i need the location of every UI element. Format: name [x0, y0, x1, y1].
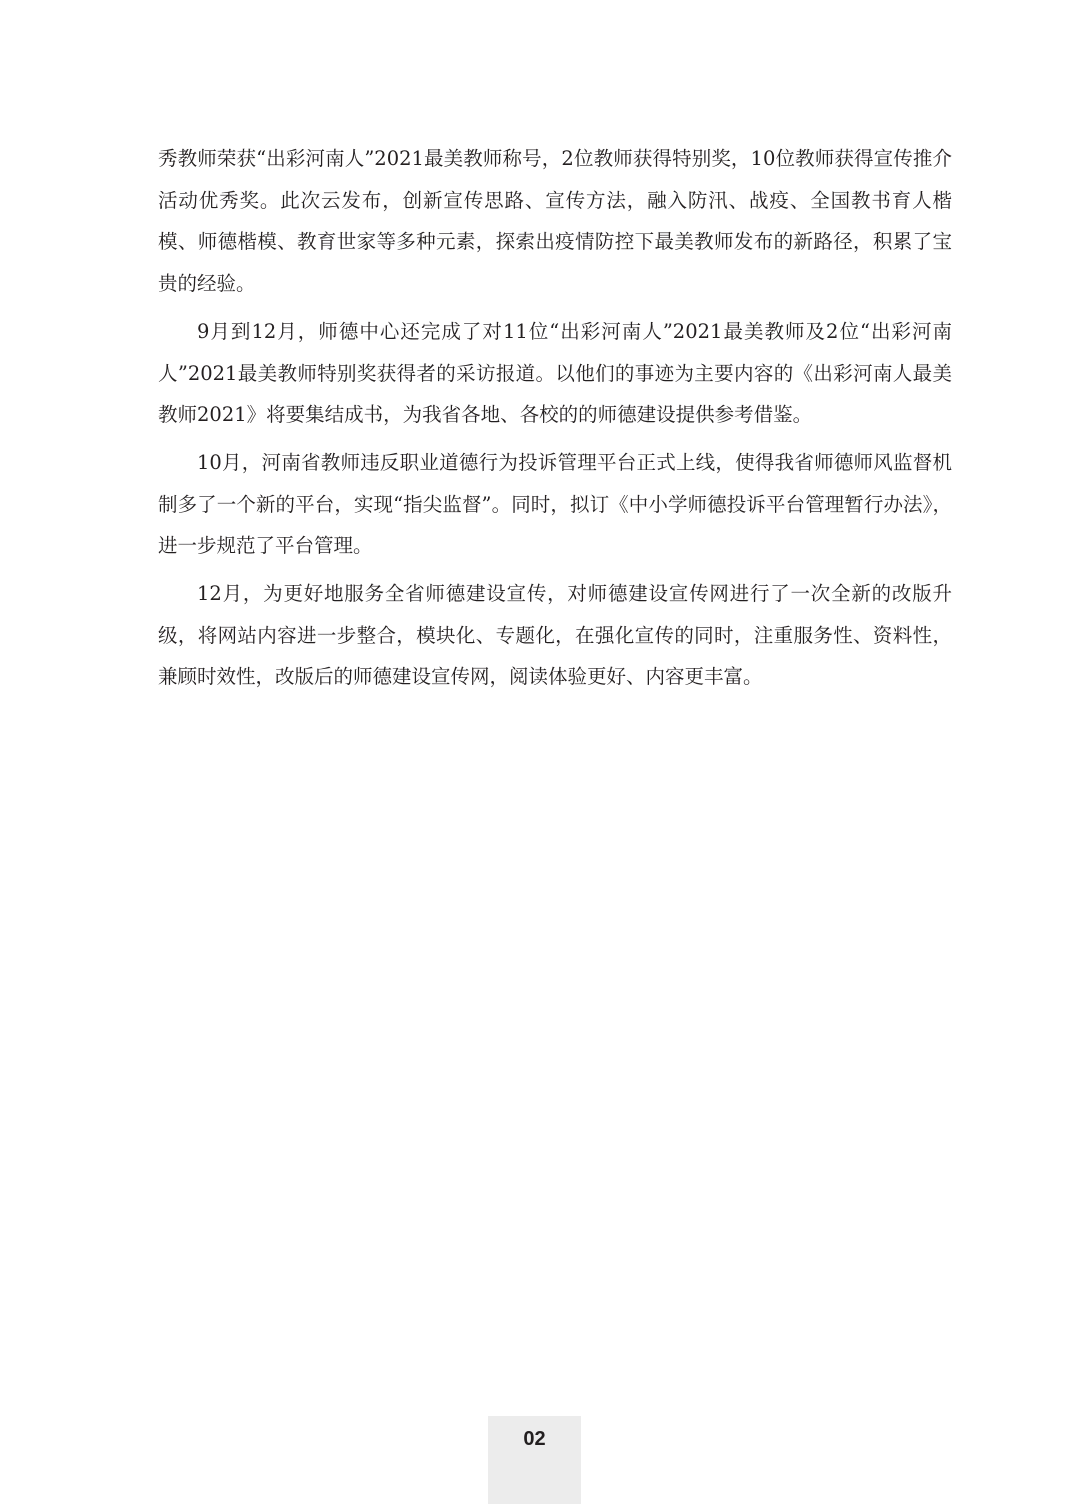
page-number: 02 [523, 1428, 546, 1450]
paragraph-dec-website-upgrade: 12月，为更好地服务全省师德建设宣传，对师德建设宣传网进行了一次全新的改版升级，将网站内容进一步整合，模块化、专题化，在强化宣传的同时，注重服务性、资料性，兼顾时效性，改版后的师德建设宣传网，阅读体验更好、内容更丰富。 [158, 582, 952, 689]
paragraph-sep-dec-interviews: 9月到12月，师德中心还完成了对11位“出彩河南人”2021最美教师及2位“出彩河南人”2021最美教师特别奖获得者的采访报道。以他们的事迹为主要内容的《出彩河南人最美教师2021》将要集结成书，为我省各地、各校的的师德建设提供参考借鉴。 [158, 319, 952, 427]
paragraph-continued: 秀教师荣获“出彩河南人”2021最美教师称号，2位教师获得特别奖，10位教师获得宣传推介活动优秀奖。此次云发布，创新宣传思路、宣传方法，融入防汛、战疫、全国教书育人楷模、师德楷模、教育世家等多种元素，探索出疫情防控下最美教师发布的新路径，积累了宝贵的经验。 [158, 147, 952, 296]
page-number-box [488, 1416, 581, 1504]
paragraph-oct-complaint-platform: 10月，河南省教师违反职业道德行为投诉管理平台正式上线，使得我省师德师风监督机制多了一个新的平台，实现“指尖监督”。同时，拟订《中小学师德投诉平台管理暂行办法》，进一步规范了平台管理。 [158, 450, 952, 558]
body-text [158, 138, 952, 704]
